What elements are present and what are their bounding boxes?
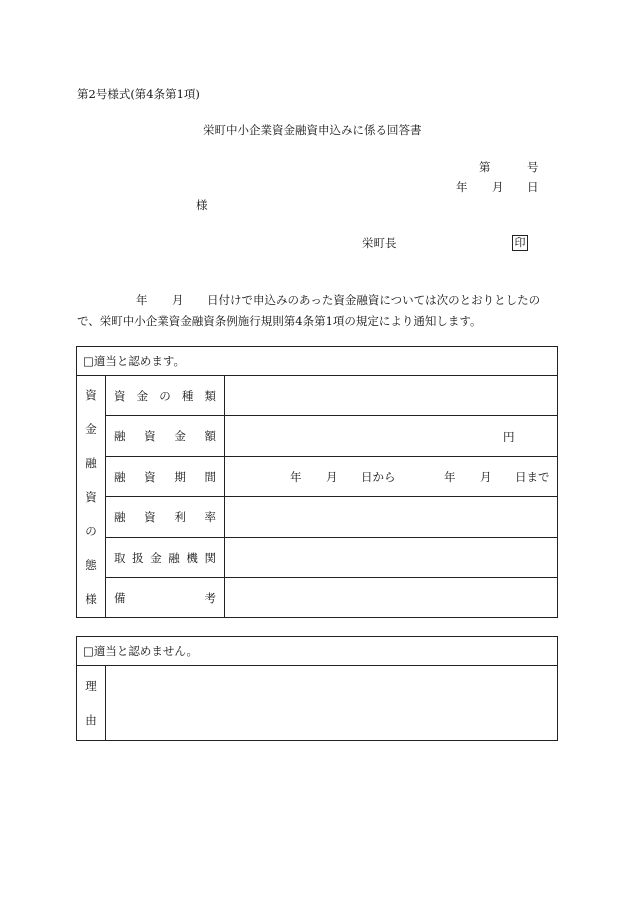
- side-char: 態: [85, 557, 97, 572]
- side-char: 資: [85, 489, 97, 504]
- row-label-loan-amount: [106, 416, 225, 457]
- label-char: 備: [114, 590, 126, 605]
- label-char: 期: [174, 469, 186, 484]
- period-from-day: 日から: [361, 470, 396, 484]
- side-label-reason: [77, 666, 106, 741]
- date-month: 月: [492, 180, 504, 194]
- label-char: の: [159, 388, 171, 403]
- label-char: 取: [114, 550, 126, 565]
- side-char: の: [85, 523, 97, 538]
- body-year: 年: [136, 293, 148, 307]
- value-reason[interactable]: [106, 666, 558, 741]
- period-to-month: 月: [480, 470, 492, 484]
- label-char: 金: [174, 429, 186, 443]
- period-from-year: 年: [290, 470, 302, 484]
- label-char: 資: [144, 510, 156, 524]
- body-line1: 日付けで申込みのあった資金融資については次のとおりとしたの: [207, 293, 541, 307]
- period-to-year: 年: [444, 470, 456, 484]
- side-char: 資: [85, 387, 97, 402]
- value-remarks[interactable]: [225, 578, 558, 618]
- label-char: 金: [136, 388, 149, 403]
- issuer-name: 栄町長: [362, 236, 397, 250]
- label-char: 種: [181, 388, 194, 403]
- form-number: 第2号様式(第4条第1項): [77, 87, 200, 101]
- side-char: 金: [85, 421, 97, 436]
- value-loan-amount[interactable]: [225, 416, 558, 457]
- reject-header: □適当と認めません。: [77, 637, 558, 666]
- body-line2: で、栄町中小企業資金融資条例施行規則第4条第1項の規定により通知します。: [77, 314, 482, 328]
- reject-table: [76, 636, 558, 741]
- yen-unit: 円: [503, 429, 515, 444]
- seal-mark: [512, 235, 528, 251]
- label-char: 融: [168, 550, 180, 565]
- document-title: 栄町中小企業資金融資申込みに係る回答書: [203, 123, 422, 137]
- label-char: 関: [204, 550, 216, 565]
- label-char: 類: [204, 388, 216, 403]
- value-fund-type[interactable]: [225, 376, 558, 416]
- addressee-suffix: 様: [196, 198, 208, 212]
- label-char: 資: [114, 388, 126, 403]
- doc-number-go: 号: [527, 160, 539, 174]
- side-label-terms: [77, 376, 106, 618]
- label-char: 率: [204, 510, 216, 524]
- label-char: 扱: [132, 550, 144, 565]
- approve-header: □適当と認めます。: [77, 347, 558, 376]
- value-interest-rate[interactable]: [225, 497, 558, 538]
- doc-number-dai: 第: [479, 160, 491, 174]
- side-char: 理: [85, 679, 97, 693]
- label-char: 利: [174, 510, 186, 524]
- side-char: 由: [85, 713, 97, 727]
- period-to-day: 日まで: [515, 470, 550, 484]
- period-from-month: 月: [326, 470, 338, 484]
- value-loan-period[interactable]: [225, 457, 558, 497]
- date-year: 年: [456, 180, 468, 194]
- label-char: 融: [114, 469, 126, 484]
- value-financial-institution[interactable]: [225, 538, 558, 578]
- row-label-financial-institution: [106, 538, 225, 578]
- date-day: 日: [527, 180, 539, 194]
- label-char: 資: [144, 469, 156, 484]
- row-label-remarks: [106, 578, 225, 618]
- label-char: 額: [204, 429, 216, 443]
- approve-table: [76, 346, 558, 618]
- row-label-interest-rate: [106, 497, 225, 538]
- label-char: 間: [204, 469, 216, 484]
- row-label-fund-type: [106, 376, 225, 416]
- body-month: 月: [172, 293, 184, 307]
- label-char: 資: [144, 429, 156, 443]
- label-char: 融: [114, 510, 126, 524]
- side-char: 融: [85, 455, 97, 470]
- side-char: 様: [85, 591, 97, 606]
- label-char: 機: [186, 550, 198, 565]
- label-char: 融: [114, 429, 126, 443]
- seal-icon: 印: [512, 235, 528, 251]
- label-char: 考: [204, 590, 216, 605]
- row-label-loan-period: [106, 457, 225, 497]
- label-char: 金: [150, 550, 162, 565]
